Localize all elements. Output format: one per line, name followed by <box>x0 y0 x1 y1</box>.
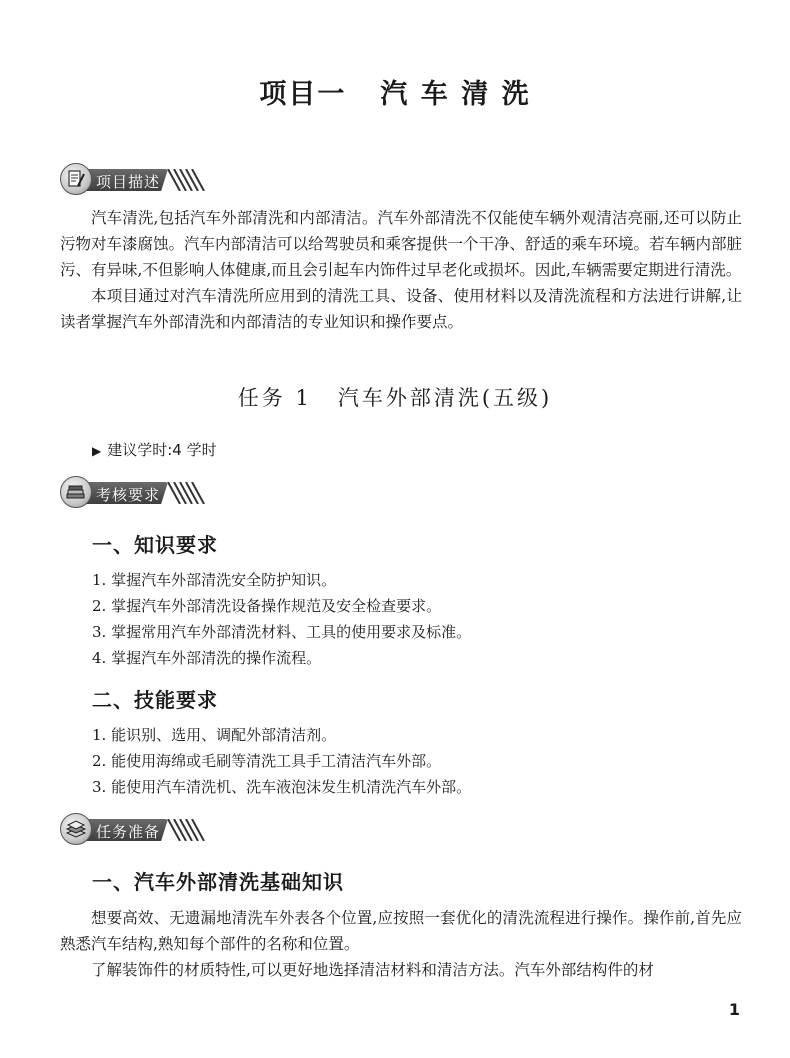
stripes-decoration <box>166 169 208 191</box>
list-item: 1. 能识别、选用、调配外部清洁剂。 <box>92 726 337 744</box>
page-number: 1 <box>728 1000 740 1019</box>
task-number: 任务 1 <box>237 386 312 410</box>
section-label: 项目描述 <box>96 173 161 191</box>
section-banner-assessment <box>60 476 220 510</box>
books-icon <box>60 476 92 508</box>
suggested-hours <box>92 439 217 460</box>
task-name: 汽车外部清洗(五级) <box>337 386 553 410</box>
hours-text: 建议学时:4 学时 <box>107 441 217 459</box>
list-item: 3. 能使用汽车清洗机、洗车液泡沫发生机清洗汽车外部。 <box>92 778 472 796</box>
list-item: 3. 掌握常用汽车外部清洗材料、工具的使用要求及标准。 <box>92 623 472 641</box>
list-item: 2. 能使用海绵或毛刷等清洗工具手工清洁汽车外部。 <box>92 752 442 770</box>
section-banner-preparation <box>60 813 220 847</box>
basics-heading: 一、汽车外部清洗基础知识 <box>92 870 344 894</box>
skills-heading: 二、技能要求 <box>92 688 218 712</box>
stacked-books-icon <box>60 813 92 845</box>
triangle-bullet-icon: ▶ <box>92 444 102 458</box>
basics-text <box>60 905 742 983</box>
description-paragraph: 本项目通过对汽车清洗所应用到的清洗工具、设备、使用材料以及清洗流程和方法进行讲解,让读者掌握汽车外部清洗和内部清洁的专业知识和操作要点。 <box>60 287 742 331</box>
list-item: 4. 掌握汽车外部清洗的操作流程。 <box>92 649 322 667</box>
project-description <box>60 205 742 335</box>
notebook-pen-icon <box>60 163 92 195</box>
section-label: 任务准备 <box>96 823 161 841</box>
knowledge-heading: 一、知识要求 <box>92 533 218 557</box>
skills-list <box>92 722 471 800</box>
section-banner-description <box>60 163 220 197</box>
stripes-decoration <box>166 482 208 504</box>
task-title <box>0 382 790 412</box>
project-name: 汽 车 清 洗 <box>380 79 531 110</box>
stripes-decoration <box>166 819 208 841</box>
description-paragraph: 汽车清洗,包括汽车外部清洗和内部清洁。汽车外部清洗不仅能使车辆外观清洁亮丽,还可以防止污物对车漆腐蚀。汽车内部清洁可以给驾驶员和乘客提供一个干净、舒适的乘车环境。若车辆内部脏污、有异味,不但影响人体健康,而且会引起车内饰件过早老化或损坏。因此,车辆需要定期进行清洗。 <box>60 209 743 279</box>
knowledge-list <box>92 567 471 671</box>
basics-paragraph: 想要高效、无遗漏地清洗车外表各个位置,应按照一套优化的清洗流程进行操作。操作前,首先应熟悉汽车结构,熟知每个部件的名称和位置。 <box>60 909 742 953</box>
list-item: 1. 掌握汽车外部清洗安全防护知识。 <box>92 571 337 589</box>
project-number: 项目一 <box>259 79 347 110</box>
list-item: 2. 掌握汽车外部清洗设备操作规范及安全检查要求。 <box>92 597 442 615</box>
section-label: 考核要求 <box>96 486 161 504</box>
basics-paragraph: 了解装饰件的材质特性,可以更好地选择清洁材料和清洁方法。汽车外部结构件的材 <box>91 961 654 979</box>
page-title <box>0 72 790 111</box>
